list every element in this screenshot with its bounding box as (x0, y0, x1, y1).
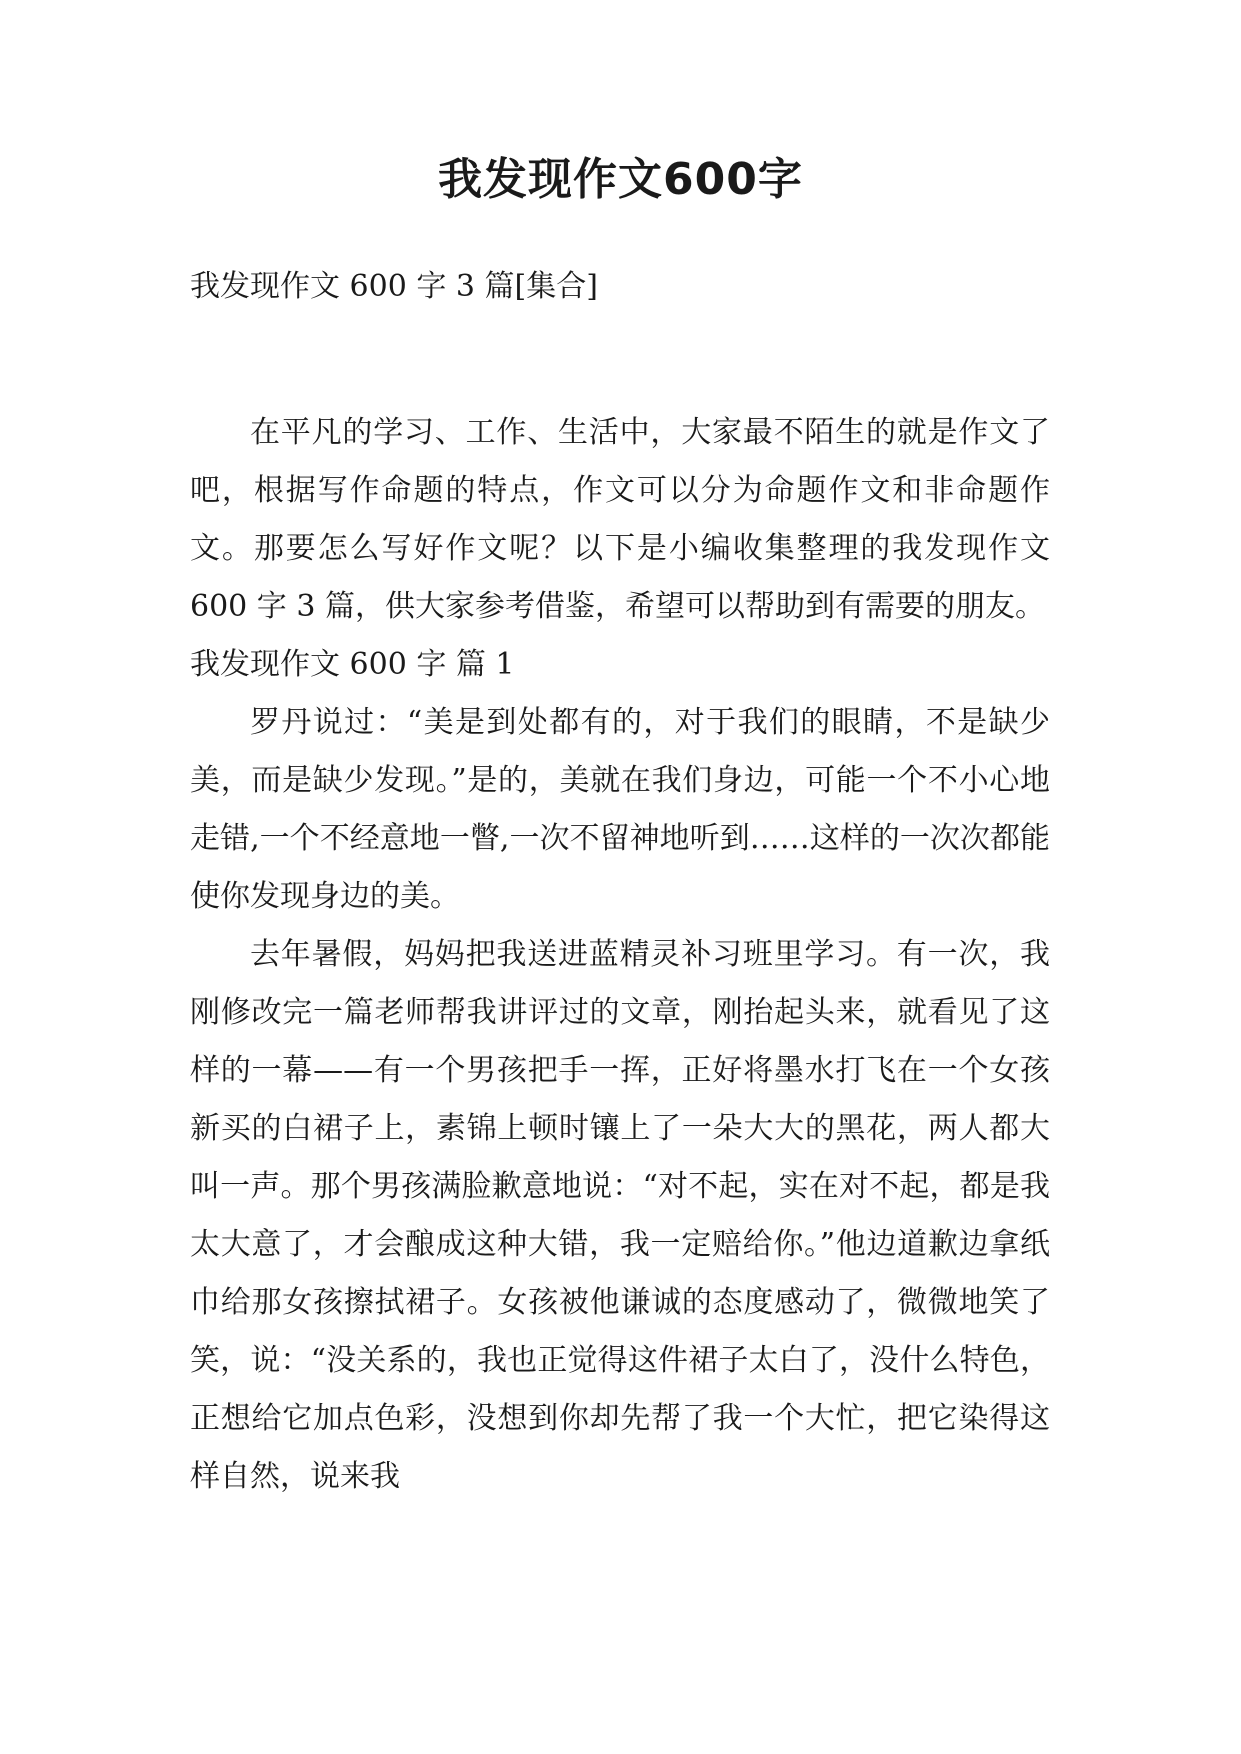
body-paragraph-2: 去年暑假，妈妈把我送进蓝精灵补习班里学习。有一次，我刚修改完一篇老师帮我讲评过的文章，刚抬起头来，就看见了这样的一幕——有一个男孩把手一挥，正好将墨水打飞在一个女孩新买的白裙子上，素锦上顿时镶上了一朵大大的黑花，两人都大叫一声。那个男孩满脸歉意地说：“对不起，实在对不起，都是我太大意了，才会酿成这种大错，我一定赔给你。”他边道歉边拿纸巾给那女孩擦拭裙子。女孩被他谦诚的态度感动了，微微地笑了笑，说：“没关系的，我也正觉得这件裙子太白了，没什么特色，正想给它加点色彩，没想到你却先帮了我一个大忙，把它染得这样自然，说来我 (190, 937, 1050, 1494)
document-subtitle: 我发现作文 600 字 3 篇[集合] (190, 269, 598, 304)
body-paragraph-1: 罗丹说过：“美是到处都有的，对于我们的眼睛，不是缺少美，而是缺少发现。”是的，美就在我们身边，可能一个不小心地走错,一个不经意地一瞥,一次不留神地听到……这样的一次次都能使你发现身边的美。 (190, 705, 1050, 914)
section-heading: 我发现作文 600 字 篇 1 (190, 647, 515, 682)
document-title: 我发现作文600字 (438, 154, 803, 205)
document-body (190, 404, 1050, 1506)
intro-paragraph: 在平凡的学习、工作、生活中，大家最不陌生的就是作文了吧，根据写作命题的特点，作文可以分为命题作文和非命题作文。那要怎么写好作文呢？以下是小编收集整理的我发现作文 600 字 3 篇，供大家参考借鉴，希望可以帮助到有需要的朋友。 (190, 415, 1050, 624)
